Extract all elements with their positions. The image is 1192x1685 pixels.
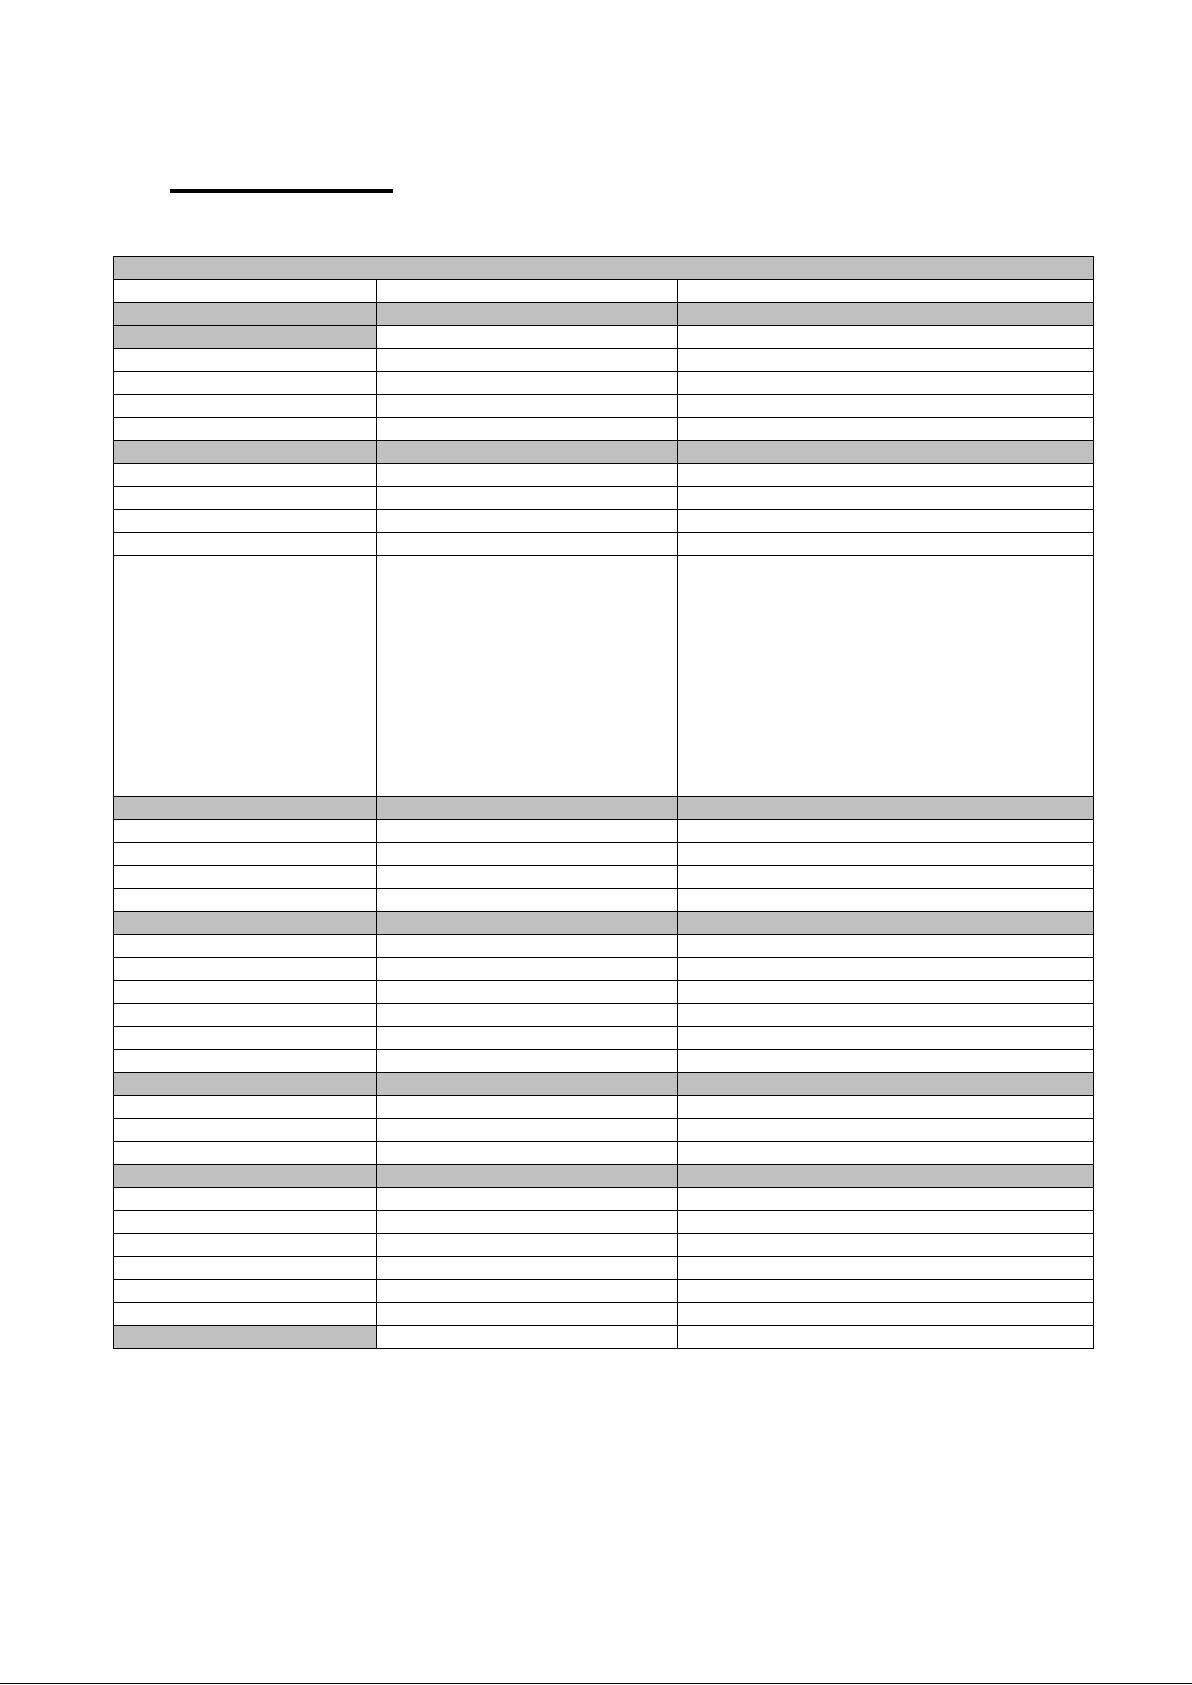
table-row xyxy=(114,1326,1094,1349)
table-row xyxy=(114,510,1094,533)
table-cell xyxy=(678,418,1094,441)
table-cell xyxy=(114,1303,377,1326)
table-cell xyxy=(114,1096,377,1119)
table-cell xyxy=(678,1142,1094,1165)
table-row xyxy=(114,889,1094,912)
table-cell xyxy=(678,464,1094,487)
table-cell xyxy=(114,280,377,303)
section-header-cell xyxy=(114,797,377,820)
table-row xyxy=(114,464,1094,487)
table-row xyxy=(114,1303,1094,1326)
table-label-cell xyxy=(114,326,377,349)
table-cell xyxy=(678,1050,1094,1073)
table-cell xyxy=(678,487,1094,510)
table-cell xyxy=(678,1119,1094,1142)
table-row xyxy=(114,349,1094,372)
section-header-cell xyxy=(678,303,1094,326)
table-cell xyxy=(114,1050,377,1073)
table-cell xyxy=(678,1096,1094,1119)
table-cell xyxy=(377,372,678,395)
table-row xyxy=(114,1027,1094,1050)
table-cell xyxy=(678,510,1094,533)
section-header-cell xyxy=(377,1165,678,1188)
table-cell xyxy=(377,1119,678,1142)
table-cell xyxy=(114,418,377,441)
section-header-cell xyxy=(377,912,678,935)
table-row-tall xyxy=(114,556,1094,797)
section-header-cell xyxy=(114,1073,377,1096)
table-cell xyxy=(377,820,678,843)
table-cell xyxy=(114,464,377,487)
table-cell xyxy=(678,349,1094,372)
table-cell xyxy=(678,1211,1094,1234)
table-cell xyxy=(377,981,678,1004)
table-row xyxy=(114,935,1094,958)
section-header-row xyxy=(114,441,1094,464)
table-row xyxy=(114,843,1094,866)
table-row xyxy=(114,1257,1094,1280)
section-header-cell xyxy=(678,797,1094,820)
section-header-cell xyxy=(678,1165,1094,1188)
table-cell xyxy=(377,843,678,866)
table-cell xyxy=(114,1257,377,1280)
table-cell xyxy=(377,1280,678,1303)
table-cell xyxy=(377,1188,678,1211)
table-row xyxy=(114,1280,1094,1303)
section-header-cell xyxy=(114,441,377,464)
table-cell xyxy=(377,1142,678,1165)
section-header-cell xyxy=(114,303,377,326)
table-cell xyxy=(678,889,1094,912)
table-cell xyxy=(377,418,678,441)
table-cell xyxy=(114,487,377,510)
table-row xyxy=(114,418,1094,441)
table-row xyxy=(114,533,1094,556)
table-cell xyxy=(678,372,1094,395)
table-cell xyxy=(678,1326,1094,1349)
table-row xyxy=(114,326,1094,349)
table-cell xyxy=(678,1303,1094,1326)
table-cell xyxy=(114,843,377,866)
table-row xyxy=(114,1211,1094,1234)
section-header-cell xyxy=(678,912,1094,935)
table-row xyxy=(114,395,1094,418)
table-cell xyxy=(678,1027,1094,1050)
table-cell xyxy=(377,1050,678,1073)
table-cell xyxy=(114,510,377,533)
table-cell xyxy=(377,556,678,797)
table-cell xyxy=(114,866,377,889)
section-header-row xyxy=(114,797,1094,820)
table-cell xyxy=(678,326,1094,349)
table-cell xyxy=(114,1280,377,1303)
table-row xyxy=(114,1142,1094,1165)
table-row xyxy=(114,1234,1094,1257)
table-cell xyxy=(678,1234,1094,1257)
table-cell xyxy=(377,1027,678,1050)
form-table xyxy=(113,256,1094,1349)
table-cell xyxy=(678,395,1094,418)
table-row xyxy=(114,958,1094,981)
table-cell xyxy=(377,1257,678,1280)
table-cell xyxy=(678,1280,1094,1303)
table-row xyxy=(114,280,1094,303)
table-cell xyxy=(114,889,377,912)
page-bottom-edge xyxy=(0,1683,1192,1684)
table-cell xyxy=(678,1257,1094,1280)
table-cell xyxy=(114,1211,377,1234)
table-cell xyxy=(678,1188,1094,1211)
table-row xyxy=(114,820,1094,843)
title-underline xyxy=(170,189,393,193)
table-row xyxy=(114,1050,1094,1073)
table-cell xyxy=(377,1234,678,1257)
table-cell xyxy=(114,1142,377,1165)
section-header-cell xyxy=(114,912,377,935)
table-cell xyxy=(678,820,1094,843)
section-header-cell xyxy=(377,303,678,326)
table-header-cell xyxy=(114,257,1094,280)
table-row xyxy=(114,1119,1094,1142)
table-row xyxy=(114,372,1094,395)
table-cell xyxy=(377,1303,678,1326)
table-cell xyxy=(114,372,377,395)
table-cell xyxy=(678,1004,1094,1027)
table-row xyxy=(114,981,1094,1004)
table-cell xyxy=(377,510,678,533)
table-row xyxy=(114,866,1094,889)
table-cell xyxy=(377,1096,678,1119)
table-cell xyxy=(377,935,678,958)
section-header-row xyxy=(114,1073,1094,1096)
table-cell xyxy=(114,981,377,1004)
table-label-cell xyxy=(114,1326,377,1349)
section-header-cell xyxy=(377,797,678,820)
table-cell xyxy=(377,958,678,981)
table-cell xyxy=(114,395,377,418)
table-cell xyxy=(678,533,1094,556)
section-header-cell xyxy=(678,1073,1094,1096)
table-header-row xyxy=(114,257,1094,280)
table-cell xyxy=(377,487,678,510)
table-row xyxy=(114,1004,1094,1027)
table-cell xyxy=(114,349,377,372)
table-cell xyxy=(114,1234,377,1257)
table-cell xyxy=(114,1188,377,1211)
table-cell xyxy=(114,1119,377,1142)
table-cell xyxy=(114,533,377,556)
table-row xyxy=(114,1188,1094,1211)
table-cell xyxy=(114,958,377,981)
table-cell xyxy=(377,349,678,372)
table-cell xyxy=(377,326,678,349)
table-cell xyxy=(678,935,1094,958)
table-cell xyxy=(678,866,1094,889)
table-cell xyxy=(114,1027,377,1050)
section-header-cell xyxy=(678,441,1094,464)
table-cell xyxy=(114,820,377,843)
table-cell xyxy=(377,533,678,556)
table-cell xyxy=(377,1211,678,1234)
table-cell xyxy=(377,464,678,487)
table-cell xyxy=(377,1326,678,1349)
section-header-row xyxy=(114,912,1094,935)
section-header-cell xyxy=(114,1165,377,1188)
table-cell xyxy=(377,889,678,912)
table-cell xyxy=(377,280,678,303)
table-cell xyxy=(114,1004,377,1027)
section-header-row xyxy=(114,303,1094,326)
table-cell xyxy=(114,935,377,958)
table-cell xyxy=(678,556,1094,797)
table-row xyxy=(114,1096,1094,1119)
table-cell xyxy=(114,556,377,797)
section-header-cell xyxy=(377,1073,678,1096)
section-header-cell xyxy=(377,441,678,464)
table-cell xyxy=(678,280,1094,303)
table-cell xyxy=(377,866,678,889)
section-header-row xyxy=(114,1165,1094,1188)
table-cell xyxy=(678,843,1094,866)
table-cell xyxy=(377,395,678,418)
table-cell xyxy=(678,958,1094,981)
table-cell xyxy=(377,1004,678,1027)
table-cell xyxy=(678,981,1094,1004)
table-row xyxy=(114,487,1094,510)
